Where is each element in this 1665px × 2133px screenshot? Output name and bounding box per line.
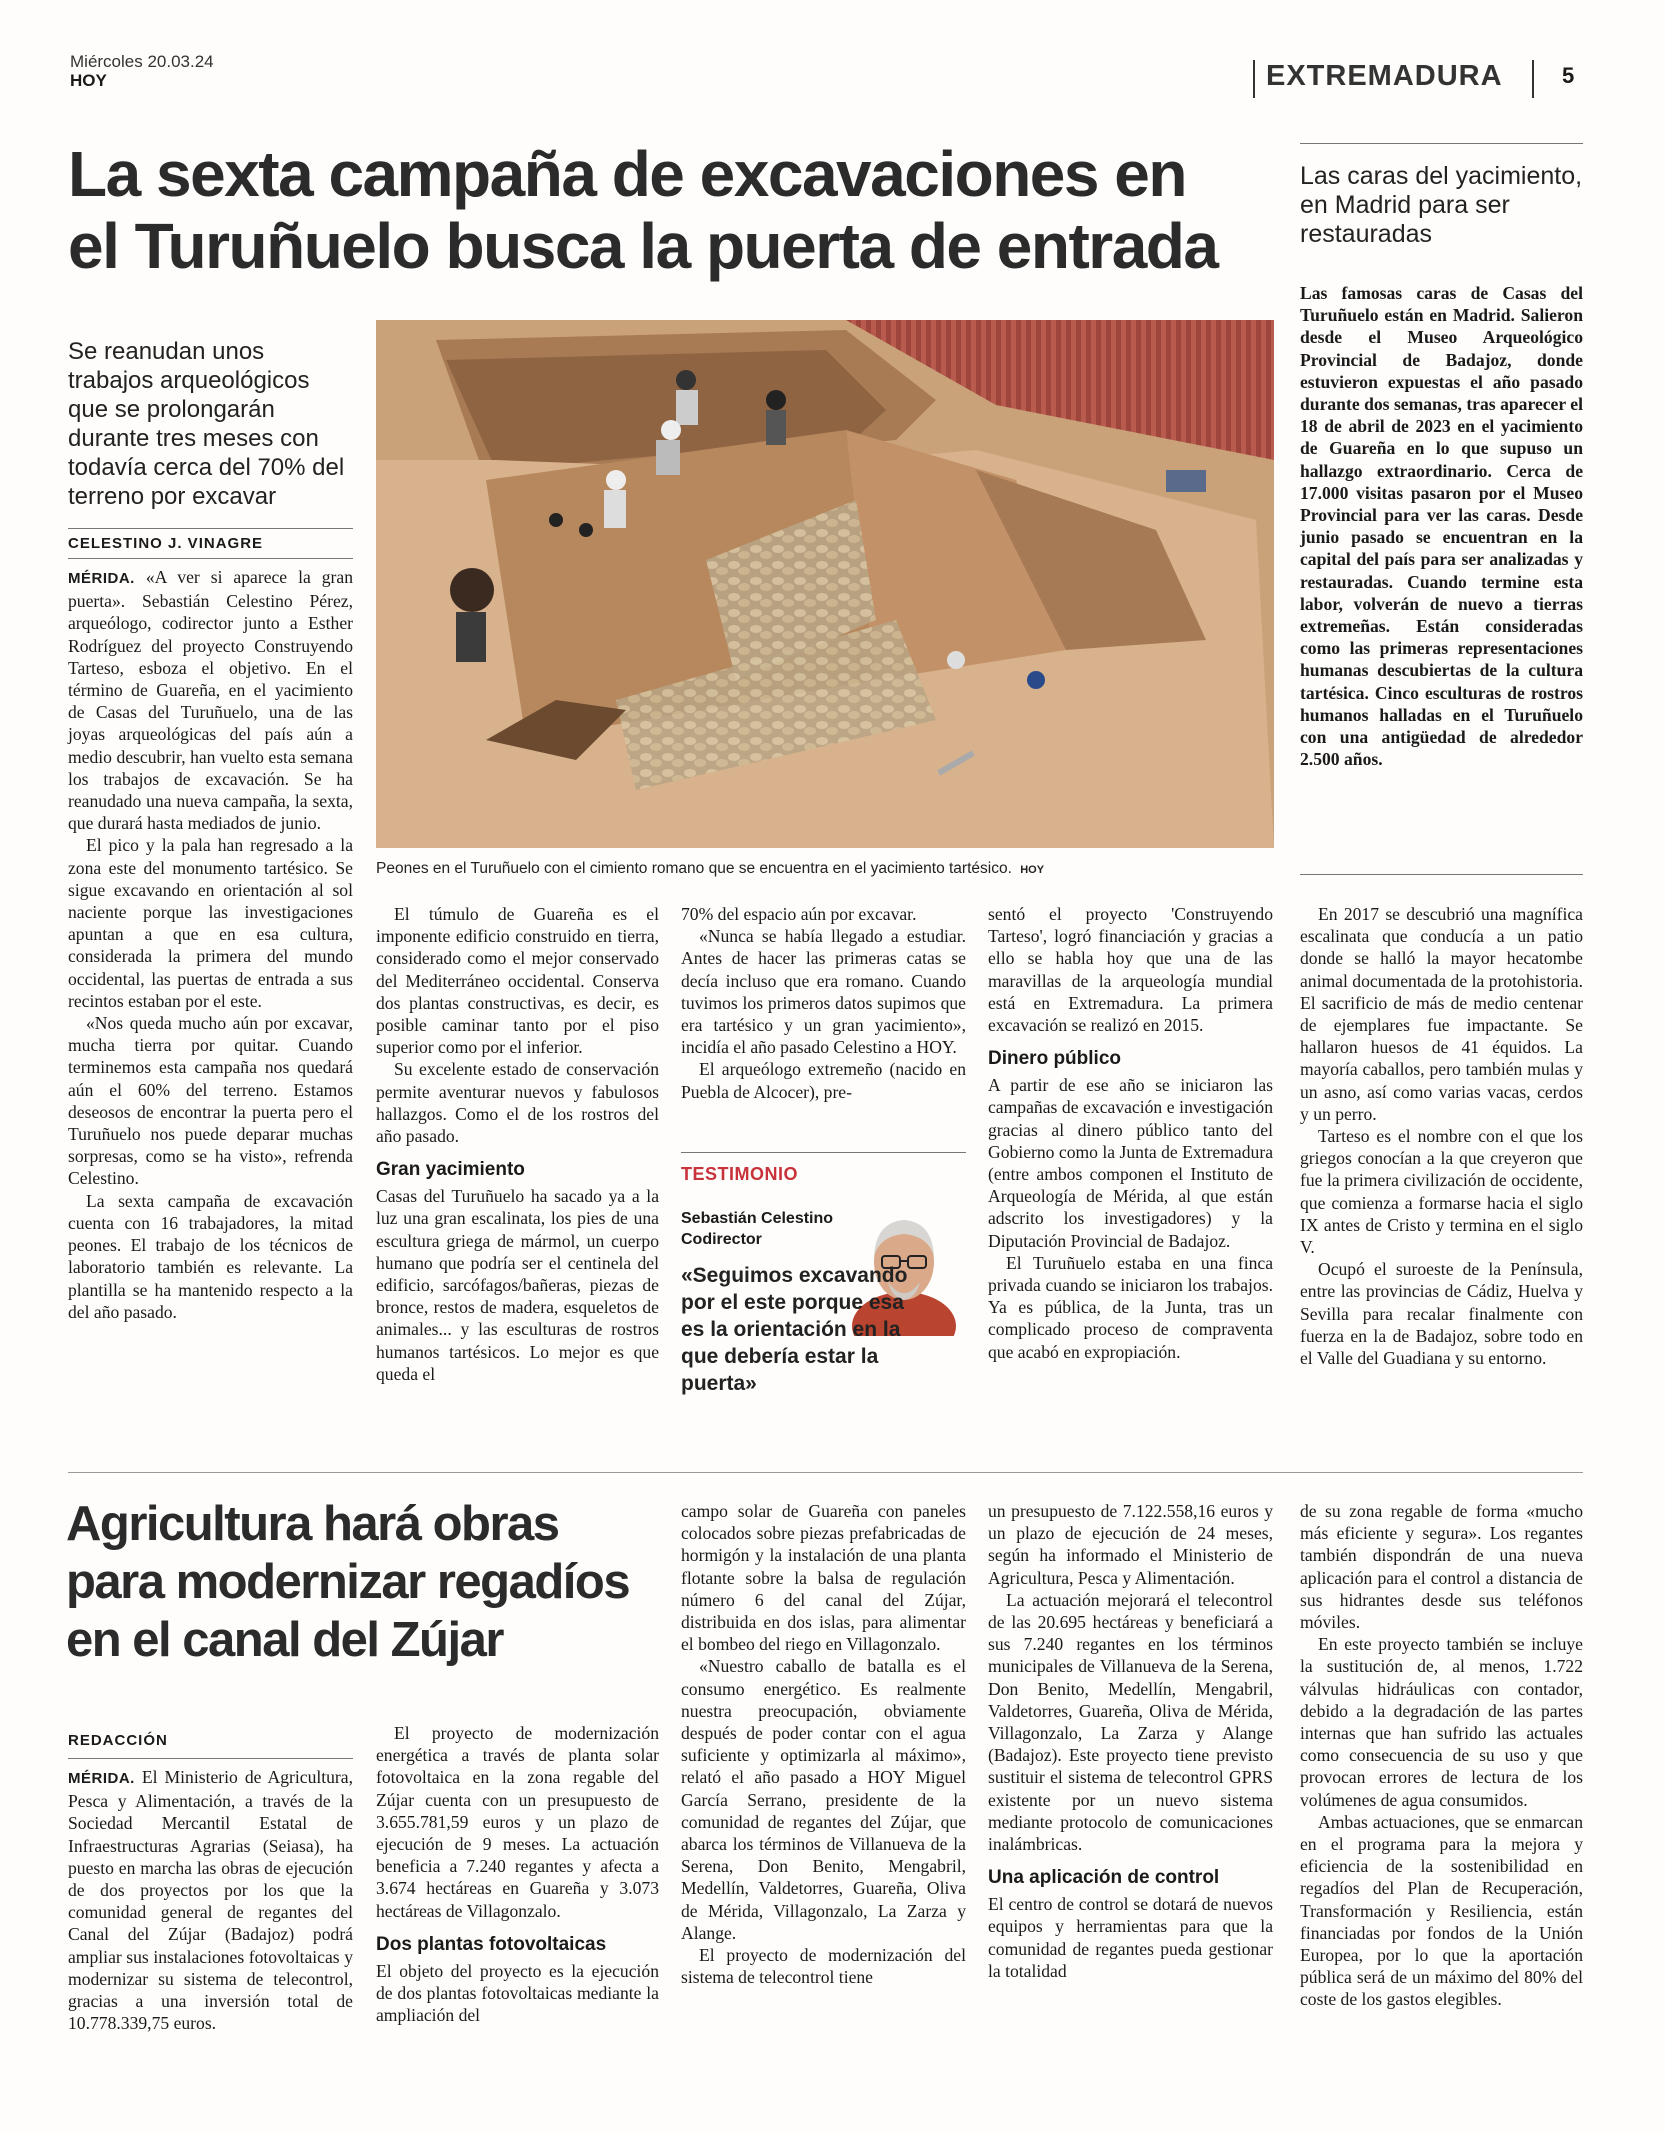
article2-col5-p1: de su zona regable de forma «mucho más eficiente y segura». Los regantes también dispondrán de una nueva aplicación para el control a distancia de sus hidrantes desde sus teléfonos móviles.	[1300, 1501, 1583, 1633]
testimonio-name: Sebastián Celestino	[681, 1210, 834, 1227]
article2-dateline: MÉRIDA.	[68, 1770, 135, 1787]
article1-col4-p1: sentó el proyecto 'Construyendo Tarteso', logró financiación y gracias a ello se habla hoy que una de las maravillas de la arqueología mundial está en Extremadura. La primera excavación se realizó en 2015.	[988, 904, 1273, 1036]
article2-column-3	[681, 1500, 966, 1988]
article1-col4-p3: El Turuñuelo estaba en una finca privada cuando se iniciaron los trabajos. Ya es pública, de la Junta, tras un complicado proceso de compraventa que acabó en expropiación.	[988, 1252, 1273, 1362]
article2-col3-p2: «Nuestro caballo de batalla es el consumo energético. Es realmente nuestra preocupación, obviamente después de poder contar con el agua suficiente y optimizarla al máximo», relató el año pasado a HOY Miguel García Serrano, presidente de la comunidad de regantes del Zújar, que abarca los términos de Villanueva de la Serena, Don Benito, Mengabril, Medellín, Valdetorres, Guareña, Oliva de Mérida, Villagonzalo, La Zarza y Alange.	[681, 1656, 966, 1943]
section-label: EXTREMADURA	[1266, 60, 1503, 92]
photo-caption-text: Peones en el Turuñuelo con el cimiento romano que se encuentra en el yacimiento tartésico.	[376, 860, 1012, 877]
subhead-gran-yacimiento: Gran yacimiento	[376, 1159, 525, 1181]
article2-byline-rule	[68, 1758, 353, 1759]
testimonio-rule	[681, 1152, 966, 1153]
article2-headline-line3: en el canal del Zújar	[66, 1613, 503, 1667]
sidebar-title: Las caras del yacimiento, en Madrid para ser restauradas	[1300, 162, 1583, 248]
masthead-date: Miércoles 20.03.24	[70, 52, 214, 71]
article1-col3-p1: 70% del espacio aún por excavar.	[681, 904, 917, 924]
article2-col1-p1	[68, 1766, 353, 2034]
article1-col1-p3: «Nos queda mucho aún por excavar, mucha tierra por quitar. Cuando terminemos esta campaña nos quedará aún el 60% del terreno. Estamos deseosos de encontrar la puerta pero el Turuñuelo nos puede deparar muchas sorpresas, como se ha visto», refrenda Celestino.	[68, 1013, 353, 1189]
subhead-dos-plantas: Dos plantas fotovoltaicas	[376, 1933, 607, 1955]
article1-byline: CELESTINO J. VINAGRE	[68, 535, 264, 552]
article1-col1-p2: El pico y la pala han regresado a la zona este del monumento tartésico. Se sigue excavando en orientación al sol naciente porque las investigaciones apuntan a que en esa cultura, considerada la primera del mundo occidental, las puertas de entrada a sus recintos estaban por el este.	[68, 835, 353, 1011]
section-divider-left	[1253, 60, 1255, 98]
testimonio-label: TESTIMONIO	[681, 1164, 798, 1184]
dateline: MÉRIDA.	[68, 570, 135, 587]
article1-column-2	[376, 903, 659, 1385]
sidebar-body: Las famosas caras de Casas del Turuñuelo están en Madrid. Salieron desde el Museo Arqueológico Provincial de Badajoz, donde estuvieron expuestas el año pasado durante dos semanas, tras aparecer el 18 de abril de 2023 en el yacimiento de Guareña en lo que supuso un hallazgo extraordinario. Cerca de 17.000 visitas pasaron por el Museo Provincial para ver las caras. Desde junio pasado se encuentran en la capital del país para ser analizadas y restauradas. Cuando termine esta labor, volverán de nuevo a tierras extremeñas. Están consideradas como las primeras representaciones humanas descubiertas de la cultura tartésica. Cinco esculturas de rostros humanos halladas en el Turuñuelo con una antigüedad de alrededor 2.500 años.	[1300, 283, 1583, 770]
article1-headline-line2: el Turuñuelo busca la puerta de entrada	[68, 210, 1218, 282]
article1-col5-p1: En 2017 se descubrió una magnífica escalinata que conducía a un patio donde se halló la mayor hecatombe animal documentada de la protohistoria. El sacrificio de más de medio centenar de ejemplares fue impactante. Se hallaron huesos de 41 équidos. La mayoría caballos, pero también mulas y un asno, así como varias vacas, cerdos y un perro.	[1300, 904, 1583, 1124]
article2-column-4	[988, 1500, 1273, 1982]
article2-headline-line1: Agricultura hará obras	[66, 1497, 559, 1551]
article1-column-1	[68, 566, 353, 1323]
article1-col1-p1-text: «A ver si aparece la gran puerta». Sebastián Celestino Pérez, arqueólogo, codirector junto a Esther Rodríguez del proyecto Construyendo Tarteso, esboza el objetivo. En el término de Guareña, en el yacimiento de Casas del Turuñuelo, una de las joyas arqueológicas del país aún a medio descubrir, han vuelto esta semana los trabajos de excavación. Se ha reanudado una nueva campaña, la sexta, que durará hasta mediados de junio.	[68, 567, 353, 834]
article1-col5-p2: Tarteso es el nombre con el que los griegos conocían a la que creyeron que fue la primera civilización de occidente, que comienza a formarse hacia el siglo IX antes de Cristo y termina en el siglo V.	[1300, 1126, 1583, 1258]
article2-col5-p3: Ambas actuaciones, que se enmarcan en el programa para la mejora y eficiencia de la sostenibilidad en regadíos del Plan de Recuperación, Transformación y Resiliencia, están financiadas por fondos de la Unión Europea, por lo que la aportación pública será de un máximo del 80% del coste de los gastos elegibles.	[1300, 1811, 1583, 2010]
deck-rule	[68, 528, 353, 529]
article1-column-5	[1300, 903, 1583, 1369]
article1-deck: Se reanudan unos trabajos arqueológicos que se prolongarán durante tres meses con todavía cerca del 70% del terreno por excavar	[68, 338, 345, 510]
article2-col4-p1: un presupuesto de 7.122.558,16 euros y un plazo de ejecución de 24 meses, según ha informado el Ministerio de Agricultura, Pesca y Alimentación.	[988, 1501, 1273, 1588]
article2-column-1	[68, 1766, 353, 2034]
photo-credit: HOY	[1020, 864, 1045, 876]
page-number: 5	[1562, 63, 1575, 88]
photo-caption	[376, 860, 1274, 878]
article1-headline-line1: La sexta campaña de excavaciones en	[68, 138, 1186, 210]
article2-col3-p3: El proyecto de modernización del sistema de telecontrol tiene	[681, 1945, 966, 1988]
article1-headline	[68, 138, 1268, 282]
article1-col2-p2: Su excelente estado de conservación permite aventurar nuevos y fabulosos hallazgos. Como el de los rostros del año pasado.	[376, 1059, 659, 1147]
article1-col2-p3: Casas del Turuñuelo ha sacado ya a la luz una gran escalinata, los pies de una escultura griega de mármol, un cuerpo humano que podría ser el centinela del edificio, sarcófagos/bañeras, piezas de bronce, restos de madera, esqueletos de animales... y las esculturas de rostros humanos tartésicos. Lo mejor es que queda el	[376, 1186, 659, 1384]
article2-col1-p1-text: El Ministerio de Agricultura, Pesca y Alimentación, a través de la Sociedad Mercantil Estatal de Infraestructuras Agrarias (Seiasa), ha puesto en marcha las obras de ejecución de dos proyectos por los que la comunidad general de regantes del Canal del Zújar (Badajoz) podrá ampliar sus instalaciones fotovoltaicas y modernizar su sistema de telecontrol, gracias a una inversión total de 10.778.339,75 euros.	[68, 1767, 354, 2034]
article2-headline	[66, 1495, 666, 1669]
masthead-paper: HOY	[70, 71, 107, 90]
article1-col4-p2: A partir de ese año se iniciaron las campañas de excavación e investigación gracias al dinero público tanto del Gobierno como la Junta de Extremadura (entre ambos componen el Instituto de Arqueología de Mérida, al que están adscrito los investigadores) y la Diputación Provincial de Badajoz.	[988, 1075, 1273, 1251]
article2-col4-p2: La actuación mejorará el telecontrol de las 20.695 hectáreas y beneficiará a sus 7.240 regantes en los términos municipales de Villanueva de la Serena, Don Benito, Medellín, Mengabril, Valdetorres, Guareña, Oliva de Mérida, Villagonzalo, La Zarza y Alange (Badajoz). Este proyecto tiene previsto sustituir el sistema de telecontrol GPRS existente por un nuevo sistema mediante protocolo de comunicaciones inalámbricas.	[988, 1589, 1273, 1855]
article1-col1-p4: La sexta campaña de excavación cuenta con 16 trabajadores, la mitad peones. El trabajo de los técnicos de laboratorio también es relevante. La plantilla se ha mantenido respecto a la del año pasado.	[68, 1190, 353, 1322]
article1-col1-p1	[68, 566, 353, 834]
article2-col2-p2: El objeto del proyecto es la ejecución de dos plantas fotovoltaicas mediante la ampliación del	[376, 1960, 659, 2026]
testimonio-role: Codirector	[681, 1231, 762, 1248]
article2-col2-p1: El proyecto de modernización energética a través de planta solar fotovoltaica en la zona regable del Zújar cuenta con un presupuesto de 3.655.781,59 euros y un plazo de ejecución de 9 meses. La actuación beneficia a 7.240 regantes y afecta a 3.674 hectáreas en Guareña y 3.073 hectáreas de Villagonzalo.	[376, 1723, 659, 1921]
section-divider-right	[1532, 60, 1534, 98]
article2-col3-p1: campo solar de Guareña con paneles colocados sobre piezas prefabricadas de hormigón y la instalación de una planta flotante sobre la balsa de regulación número 6 del canal del Zújar, distribuida en dos islas, para alimentar el bombeo del riego en Villagonzalo.	[681, 1501, 966, 1655]
article2-column-2	[376, 1722, 659, 2026]
subhead-aplicacion-control: Una aplicación de control	[988, 1867, 1220, 1889]
article2-col4-p3: El centro de control se dotará de nuevos equipos y herramientas para que la comunidad de regantes pueda gestionar la totalidad	[988, 1894, 1273, 1981]
article1-column-3	[681, 903, 966, 1103]
article2-byline: REDACCIÓN	[68, 1732, 168, 1749]
testimonio-quote: «Seguimos excavando por el este porque esa es la orientación en la que debería estar la puerta»	[681, 1264, 908, 1395]
excavation-illustration	[376, 320, 1274, 848]
byline-rule	[68, 558, 353, 559]
article1-col2-p1: El túmulo de Guareña es el imponente edificio construido en tierra, considerado como el mejor conservado del Mediterráneo occidental. Conserva dos plantas constructivas, es decir, es posible caminar tanto por el piso superior como por el inferior.	[376, 904, 659, 1058]
article2-headline-line2: para modernizar regadíos	[66, 1555, 630, 1609]
article2-col5-p2: En este proyecto también se incluye la sustitución de, al menos, 1.722 válvulas hidráulicas con contador, debido a la degradación de las partes internas que han sufrido las actuales como consecuencia de su uso y que provocan errores de lectura de los volúmenes de agua consumidos.	[1300, 1634, 1583, 1810]
sidebar-bottom-rule	[1300, 874, 1583, 875]
article1-col3-p2: «Nunca se había llegado a estudiar. Antes de hacer las primeras catas se decía incluso que era romano. Cuando tuvimos los primeros datos supimos que era tartésico y un gran yacimiento», incidía el año pasado Celestino a HOY.	[681, 926, 966, 1058]
excavation-photo	[376, 320, 1274, 848]
article1-column-4	[988, 903, 1273, 1363]
subhead-dinero-publico: Dinero público	[988, 1048, 1121, 1070]
article1-col5-p3: Ocupó el suroeste de la Península, entre las provincias de Cádiz, Huelva y Sevilla para recalar finalmente con fuerza en la de Badajoz, sobre todo en el Valle del Guadiana y su entorno.	[1300, 1259, 1583, 1369]
article-separator	[68, 1472, 1583, 1473]
article2-column-5	[1300, 1500, 1583, 2011]
sidebar-top-rule	[1300, 143, 1583, 144]
article1-col3-p3: El arqueólogo extremeño (nacido en Puebla de Alcocer), pre-	[681, 1059, 966, 1102]
